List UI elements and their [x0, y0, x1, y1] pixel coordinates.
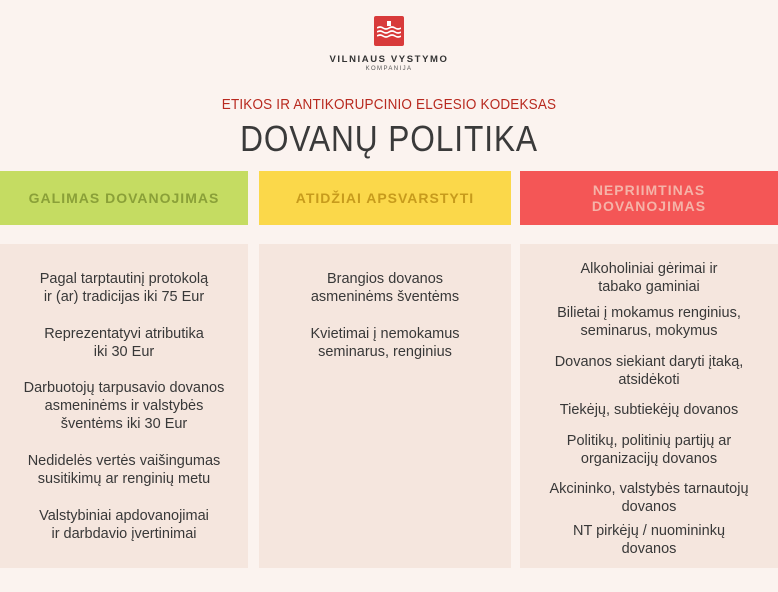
page-title: DOVANŲ POLITIKA	[240, 118, 538, 159]
list-item-line: atsidėkoti	[618, 372, 680, 388]
list-item-line: asmeninėms šventėms	[310, 289, 460, 305]
list-item-line: asmeninėms ir valstybės	[44, 398, 204, 414]
page-subtitle: ETIKOS IR ANTIKORUPCINIO ELGESIO KODEKSAS	[221, 96, 557, 113]
list-item-line: Bilietai į mokamus renginius,	[557, 305, 741, 321]
list-item-line: ir (ar) tradicijas iki 75 Eur	[43, 289, 205, 305]
list-item-line: Nedidelės vertės vaišingumas	[27, 453, 221, 469]
column-unacceptable	[520, 244, 778, 568]
list-item-line: šventėms iki 30 Eur	[60, 416, 188, 432]
column-header-consider	[259, 171, 511, 225]
list-item	[520, 260, 778, 296]
list-item	[0, 507, 248, 543]
list-item-line: iki 30 Eur	[93, 344, 155, 360]
list-item-line: seminarus, renginius	[318, 344, 452, 360]
list-item-line: organizacijų dovanos	[580, 451, 718, 467]
list-item	[259, 270, 511, 306]
logo-name: VILNIAUS VYSTYMO	[329, 54, 449, 65]
logo-subname: KOMPANIJA	[365, 66, 413, 72]
list-item-line: Valstybiniai apdovanojimai	[39, 508, 209, 524]
list-item	[259, 325, 511, 361]
column-consider	[259, 244, 511, 568]
logo-mark-icon	[374, 16, 404, 46]
list-item-line: susitikimų ar renginių metu	[37, 471, 211, 487]
logo	[0, 16, 778, 72]
list-item	[0, 452, 248, 488]
list-item-line: Politikų, politinių partijų ar	[566, 433, 732, 449]
list-item	[520, 432, 778, 468]
column-header-label-line: DOVANOJIMAS	[591, 198, 707, 214]
column-header-allowed	[0, 171, 248, 225]
list-item-line: ir darbdavio įvertinimai	[51, 526, 197, 542]
column-allowed	[0, 244, 248, 568]
list-item-line: seminarus, mokymus	[580, 323, 718, 339]
list-item-line: Tiekėjų, subtiekėjų dovanos	[559, 402, 739, 418]
list-item	[0, 325, 248, 361]
list-item-line: dovanos	[621, 499, 677, 515]
list-item-line: Pagal tarptautinį protokolą	[39, 271, 209, 287]
list-item	[520, 480, 778, 516]
column-header-label: GALIMAS DOVANOJIMAS	[28, 190, 220, 206]
list-item	[0, 379, 248, 433]
list-item-line: dovanos	[621, 541, 677, 557]
list-item	[520, 304, 778, 340]
list-item-line: Kvietimai į nemokamus	[310, 326, 460, 342]
list-item-line: Dovanos siekiant daryti įtaką,	[554, 354, 744, 370]
list-item	[520, 401, 778, 419]
column-header-label: ATIDŽIAI APSVARSTYTI	[295, 190, 475, 206]
list-item-line: Brangios dovanos	[326, 271, 444, 287]
list-item-line: Darbuotojų tarpusavio dovanos	[23, 380, 225, 396]
column-header-unacceptable	[520, 171, 778, 225]
list-item-line: Alkoholiniai gėrimai ir	[580, 261, 718, 277]
list-item-line: tabako gaminiai	[598, 279, 700, 295]
list-item-line: Akcininko, valstybės tarnautojų	[549, 481, 749, 497]
list-item-line: Reprezentatyvi atributika	[44, 326, 204, 342]
list-item	[520, 522, 778, 558]
list-item-line: NT pirkėjų / nuomininkų	[572, 523, 726, 539]
list-item	[0, 270, 248, 306]
list-item	[520, 353, 778, 389]
column-header-label-line: NEPRIIMTINAS	[592, 182, 706, 198]
